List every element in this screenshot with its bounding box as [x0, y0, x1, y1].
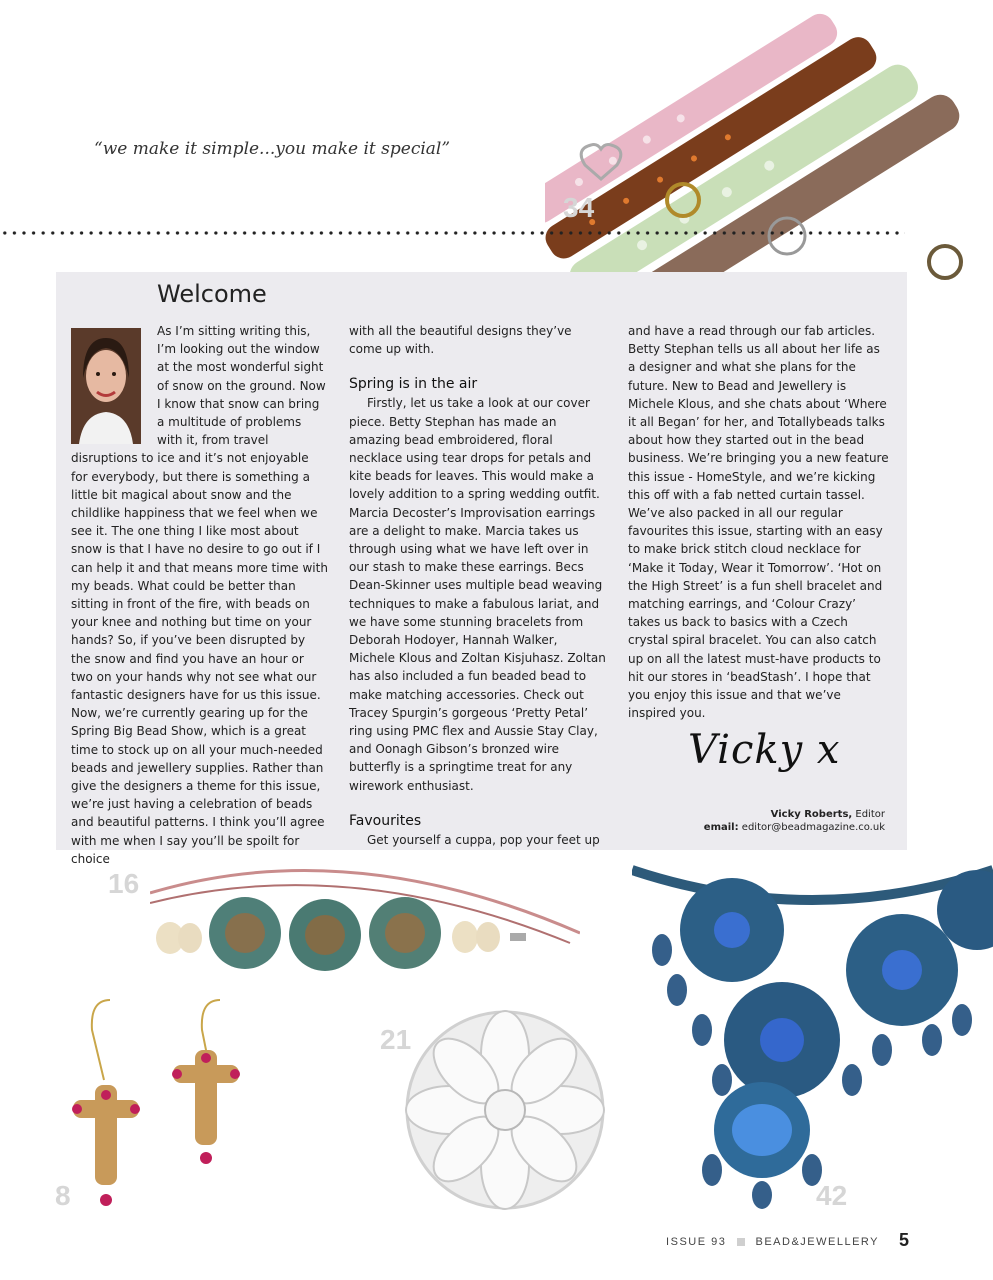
magazine-name: BEAD&JEWELLERY: [755, 1236, 879, 1248]
column-2: [349, 322, 607, 849]
column-1: [71, 322, 328, 868]
tagline: “we make it simple...you make it special”: [94, 139, 451, 159]
page-footer: [666, 1236, 879, 1248]
dotted-divider: [0, 230, 905, 236]
signature: Vicky x: [688, 727, 841, 773]
earrings-image: [65, 990, 305, 1215]
beaded-bracelet-image: [150, 853, 580, 993]
issue-number: ISSUE 93: [666, 1236, 727, 1248]
favourites-text: Get yourself a cuppa, pop your feet up: [367, 832, 600, 847]
page-marker-21: 21: [380, 1024, 412, 1055]
welcome-col2-intro: with all the beautiful designs they’ve come up with.: [349, 324, 572, 357]
welcome-col3-text: and have a read through our fab articles. Betty Stephan tells us all about her life as a designer and what she plans for the future. New to Bead and Jewellery is Michele Klous, and she chats about ‘Where it all Began’ for her, and Totallybeads talks about how they started out in the bead business. We’re bringing you a new feature this issue - HomeStyle, and we’re kicking this off with a fab netted curtain tassel. We’ve also packed in all our regular favourites this issue, starting with an easy to make brick stitch cloud necklace for ‘Make it Today, Wear it Tomorrow’. ‘Hot on the High Street’ is a fun shell bracelet and matching earrings, and ‘Colour Crazy’ takes us back to basics with a Czech crystal spiral bracelet. You can also catch up on all the latest must-have products to hit our stores in ‘beadStash’. I hope that you enjoy this issue and that we’ve inspired you.: [628, 324, 889, 721]
editor-credit: [704, 808, 885, 834]
editor-email[interactable]: editor@beadmagazine.co.uk: [741, 822, 885, 833]
welcome-panel: [56, 272, 907, 866]
page-number: 5: [898, 1230, 909, 1250]
welcome-col1-text: As I’m sitting writing this, I’m looking out the window at the most wonderful sight of snow on the ground. Now I know that snow can bring a multitude of problems with it, from travel disruptions to ice and it’s not enjoyable for everybody, but there is something a little bit magical about snow and the childlike happiness that we feel when we see it. The one thing I like most about snow is that I have no desire to go out if I can help it and that means more time with my beads. What could be better than sitting in front of the fire, with beads on your knee and nothing but time on your hands? So, if you’ve been disrupted by the snow and find you have an hour or two on your hands why not see what our fantastic designers have for us this issue. Now, we’re currently gearing up for the Spring Big Bead Show, which is a great time to stock up on all your much-needed beads and jewellery supplies. Rather than give the designers a theme for this issue, we’re just having a celebration of beads and beautiful patterns. I think you’ll agree with me when I say you’ll be spoilt for choice: [71, 324, 328, 866]
page-marker-16: 16: [108, 868, 140, 899]
column-3: [628, 322, 890, 722]
page-marker-42: 42: [816, 1180, 848, 1211]
editor-name: Vicky Roberts,: [770, 809, 853, 820]
page-marker-8: 8: [55, 1180, 71, 1211]
heading-favourites: Favourites: [349, 812, 422, 829]
heading-spring: Spring is in the air: [349, 376, 478, 393]
email-label: email:: [703, 822, 739, 833]
necklace-image: [632, 850, 993, 1210]
ring-image: [400, 1005, 610, 1215]
page-marker-34: 34: [563, 192, 595, 223]
welcome-title: Welcome: [157, 280, 267, 308]
editor-role: Editor: [855, 809, 885, 820]
footer-square-icon: [737, 1238, 745, 1246]
spring-text: Firstly, let us take a look at our cover piece. Betty Stephan has made an amazing bead embroidered, floral necklace using tear drops for petals and kite beads for leaves. This would make a lovely addition to a spring wedding outfit. Marcia Decoster’s Improvisation earrings are a delight to make. Marcia takes us through using what we have left over in our stash to make these earrings. Becs Dean-Skinner uses multiple bead weaving techniques to make a fabulous lariat, and we have some stunning bracelets from Deborah Hodoyer, Hannah Walker, Michele Klous and Zoltan Kisjuhasz. Zoltan has also included a fun beaded bead to make matching accessories. Check out Tracey Spurgin’s gorgeous ‘Pretty Petal’ ring using PMC flex and Aussie Stay Clay, and Oonagh Gibson’s bronzed wire butterfly is a springtime treat for any wirework enthusiast.: [349, 396, 606, 793]
bracelets-image: [545, 0, 993, 290]
